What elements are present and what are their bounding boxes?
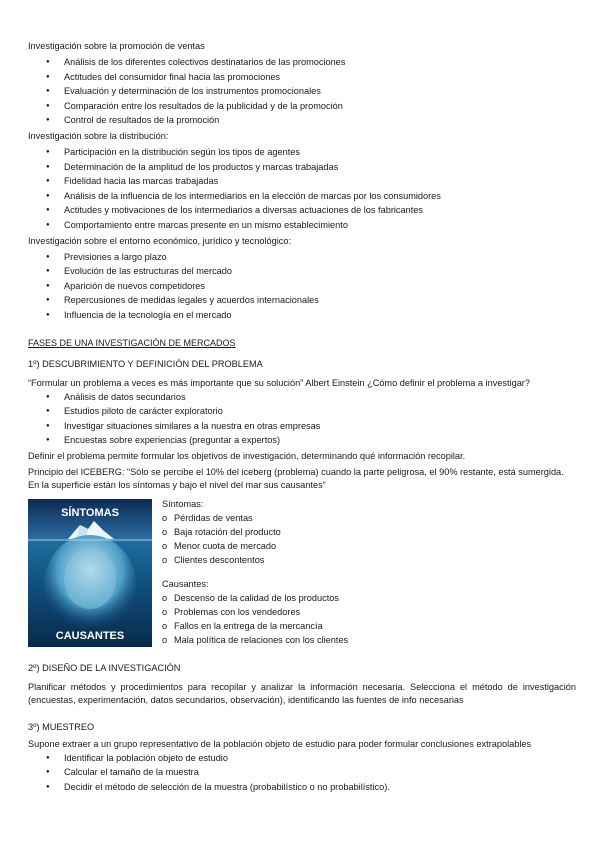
step3-paragraph: Supone extraer a un grupo representativo de la población objeto de estudio para poder formular conclusiones extrapolables [28,738,532,749]
list-item: ● Fidelidad hacia las marcas trabajadas [28,174,576,189]
list-item: ● Identificar la población objeto de estudio [28,751,576,766]
promo-heading: Investigación sobre la promoción de ventas [28,41,205,51]
list-item: ● Actitudes del consumidor final hacia las promociones [28,70,576,85]
list-item: ● Repercusiones de medidas legales y acuerdos internacionales [28,293,576,308]
sintomas-heading: Síntomas: [162,498,204,509]
iceberg-bottom-label: CAUSANTES [55,629,125,642]
list-item: ● Investigar situaciones similares a la nuestra en otras empresas [28,419,576,434]
distrib-heading: Investigación sobre la distribución: [28,130,169,141]
step2-paragraph: Planificar métodos y procedimientos para recopilar y analizar la información necesaria. Selecciona el método de investigación (encuestas, experimentación, datos secundarios, observación), identificando las fuentes de info necesarias [28,681,576,705]
list-item: o Baja rotación del producto [162,525,562,539]
list-item: ● Comportamiento entre marcas presente en un mismo establecimiento [28,218,576,233]
step3-title: 3º) MUESTREO [28,721,95,732]
list-item: ● Aparición de nuevos competidores [28,279,576,294]
list-item: o Menor cuota de mercado [162,539,562,553]
list-item: o Clientes descontentos [162,553,562,567]
iceberg-section [28,496,576,646]
entorno-list [28,250,576,323]
list-item: ● Estudios piloto de carácter exploratorio [28,404,576,419]
list-item: ● Análisis de la influencia de los intermediarios en la elección de marcas por los consumidores [28,189,576,204]
list-item: ● Calcular el tamaño de la muestra [28,765,576,780]
list-item: o Mala política de relaciones con los clientes [162,633,562,647]
iceberg-lists [162,498,562,648]
entorno-heading: Investigación sobre el entorno económico, jurídico y tecnológico: [28,235,292,246]
causantes-heading: Causantes: [162,578,209,589]
step3-list [28,751,576,795]
list-item: ● Control de resultados de la promoción [28,113,576,128]
causantes-list [162,591,562,648]
list-item: o Descenso de la calidad de los productos [162,591,562,605]
list-item: ● Comparación entre los resultados de la publicidad y de la promoción [28,99,576,114]
list-item: ● Encuestas sobre experiencias (preguntar a expertos) [28,433,576,448]
einstein-quote: “Formular un problema a veces es más importante que su solución” Albert Einstein ¿Cómo definir el problema a investigar? [28,377,530,388]
step1-title: 1º) DESCUBRIMIENTO Y DEFINICIÓN DEL PROBLEMA [28,358,263,369]
iceberg-image [28,499,152,647]
list-item: ● Actitudes y motivaciones de los intermediarios a diversas actuaciones de los fabricantes [28,203,576,218]
sintomas-list [162,511,562,568]
section-title-fases: FASES DE UNA INVESTIGACIÓN DE MERCADOS [28,337,236,348]
list-item: ● Influencia de la tecnología en el mercado [28,308,576,323]
list-item: ● Evolución de las estructuras del mercado [28,264,576,279]
list-item: ● Participación en la distribución según los tipos de agentes [28,145,576,160]
iceberg-top-label: SÍNTOMAS [61,506,119,519]
list-item: ● Determinación de la amplitud de los productos y marcas trabajadas [28,160,576,175]
step1-list [28,390,576,448]
list-item: ● Decidir el método de selección de la muestra (probabilístico o no probabilístico). [28,780,576,795]
distrib-list [28,145,576,233]
promo-list [28,55,576,128]
list-item: ● Análisis de datos secundarios [28,390,576,405]
list-item: o Fallos en la entrega de la mercancía [162,619,562,633]
iceberg-paragraph: Principio del ICEBERG: “Sólo se percibe el 10% del iceberg (problema) cuando la parte peligrosa, el 90% restante, está sumergida. En la superficie están los síntomas y bajo el nivel del mar sus causantes” [28,466,564,490]
list-item: o Pérdidas de ventas [162,511,562,525]
list-item: ● Previsiones a largo plazo [28,250,576,265]
list-item: ● Análisis de los diferentes colectivos destinatarios de las promociones [28,55,576,70]
list-item: o Problemas con los vendedores [162,605,562,619]
definir-paragraph: Definir el problema permite formular los objetivos de investigación, determinando qué información recopilar. [28,450,466,461]
document-page [28,40,576,797]
step2-title: 2º) DISEÑO DE LA INVESTIGACIÓN [28,662,181,673]
list-item: ● Evaluación y determinación de los instrumentos promocionales [28,84,576,99]
